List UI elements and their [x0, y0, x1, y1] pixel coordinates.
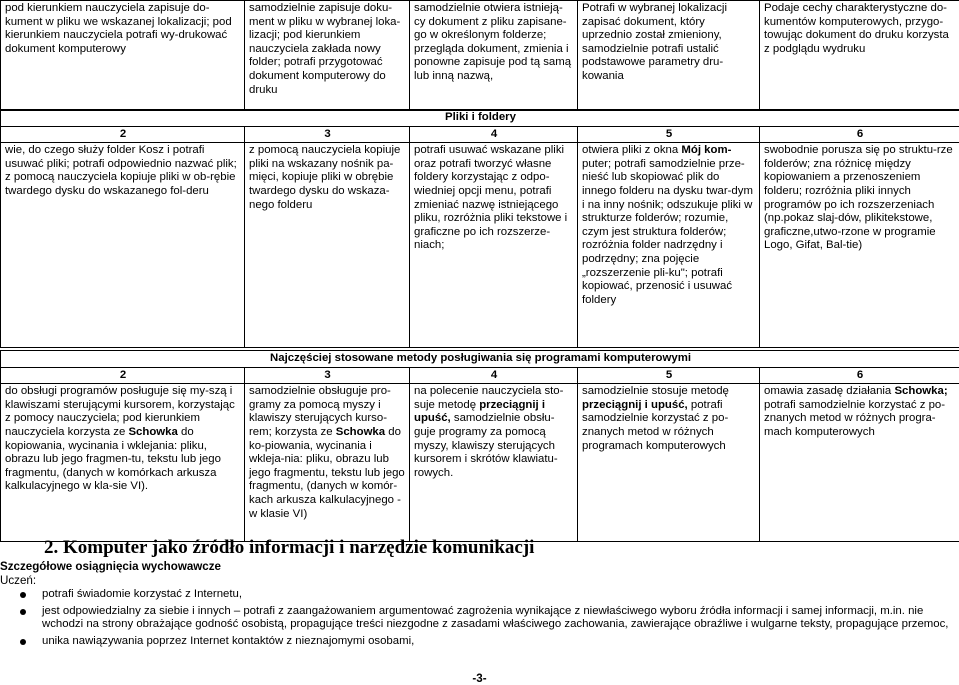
- methods-table: [0, 350, 959, 542]
- drag-drop-term: przeciągnij i upuść,: [582, 399, 688, 411]
- outcomes-list: [0, 588, 959, 651]
- page-number: -3-: [0, 672, 959, 685]
- methods-text: samodzielnie obsłu-guje programy za pomocą myszy, klawiszy sterujących kursorem i skrótów klawiatu-rowych.: [414, 412, 558, 478]
- grade-number: 4: [410, 367, 578, 384]
- subheading: Szczegółowe osiągnięcia wychowawcze: [0, 560, 221, 573]
- methods-text: samodzielnie stosuje metodę: [582, 385, 729, 397]
- list-item-text: jest odpowiedzialny za siebie i innych – potrafi z zaangażowaniem argumentować zagrożenia wynikające z niewłaściwego wyboru źródła informacji i samej informacji, m.in. nie wchodzi na strony obrażające godność osobistą, propagujące treści niezgodne z zasadami właściwego zachowania, zawierające obraźliwe i wulgarne teksty, propagujące przemoc,: [42, 605, 948, 631]
- grade-number: 3: [245, 126, 410, 143]
- methods-cell-grade-2: [1, 384, 245, 542]
- files-cell-grade-6: swobodnie porusza się po struktu-rze folderów; zna różnicę między kopiowaniem a przenoszeniem folderu; rozróżnia pliki innych programów po ich rozszerzeniach (np.pokaz slaj-dów, plikitekstowe, graficzne,utwo-rzone w programie Logo, Gifat, Bal-tie): [760, 143, 959, 348]
- methods-cell-grade-6: [760, 384, 959, 542]
- bullet-icon: [20, 639, 26, 645]
- methods-cell-grade-3: [245, 384, 410, 542]
- list-item: [0, 588, 959, 602]
- files-folders-table: [0, 109, 959, 348]
- section-title-files-folders: Pliki i foldery: [1, 110, 959, 127]
- grade-number: 4: [410, 126, 578, 143]
- bullet-icon: [20, 592, 26, 598]
- top-cell-grade-5: Potrafi w wybranej lokalizacji zapisać dokument, który uprzednio został zmieniony, samodzielnie potrafi ustalić podstawowe parametry dru-kowania: [578, 1, 760, 111]
- top-cell-grade-6: Podaje cechy charakterystyczne do-kumentów komputerowych, przygo-towując dokument do druku korzysta z podglądu wydruku: [760, 1, 959, 111]
- list-item-text: unika nawiązywania poprzez Internet kontaktów z nieznajomymi osobami,: [42, 635, 414, 647]
- top-table: [0, 0, 959, 111]
- clipboard-term: Schowka: [128, 426, 177, 438]
- grade-number: 5: [578, 367, 760, 384]
- methods-text: potrafi samodzielnie korzystać z po-znanych metod w różnych programach komputerowych: [582, 399, 728, 452]
- files-cell-grade-2-text: wie, do czego służy folder Kosz i potrafi usuwać pliki; potrafi odpowiednio nazwać plik; z pomocą nauczyciela kopiuje pliki w ob-rębie twardego dysku do wskazanego fol-deru: [5, 144, 237, 197]
- top-cell-grade-3: samodzielnie zapisuje doku-ment w pliku w wybranej loka-lizacji; pod kierunkiem nauczyciela zakłada nowy folder; potrafi przygotować dokument komputerowy do druku: [245, 1, 410, 111]
- methods-text: do kopiowania, wycinania i wklejania: pliku, obrazu lub jego fragmen-tu, tekstu lub jego fragmentu, (danych w komórkach arkusza kalkulacyjnego w kla-sie VI).: [5, 426, 221, 492]
- grade-number: 3: [245, 367, 410, 384]
- methods-cell-grade-5: [578, 384, 760, 542]
- drag-drop-term: przeciągnij i upuść,: [414, 399, 545, 425]
- list-item-text: potrafi świadomie korzystać z Internetu,: [42, 588, 242, 600]
- files-cell-grade-5-text: puter; potrafi samodzielnie prze-nieść lub skopiować plik do innego folderu na dysku twar-dym i na inny nośnik; odszukuje pliki w strukturze folderów; rozumie, czym jest struktura folderów; rozróżnia folder nadrzędny i podrzędny; zna pojęcie „rozszerzenie pli-ku"; potrafi kopiować, przenosić i usuwać foldery: [582, 158, 753, 306]
- clipboard-term: Schowka: [336, 426, 385, 438]
- grade-number: 2: [1, 367, 245, 384]
- files-cell-grade-4: potrafi usuwać wskazane pliki oraz potrafi tworzyć własne foldery korzystając z odpo-wiedniej opcji menu, potrafi zmieniać nazwę istniejącego pliku, rozróżnia pliki tekstowe i graficzne po ich rozszerze-niach;: [410, 143, 578, 348]
- clipboard-term: Schowka;: [894, 385, 947, 397]
- files-cell-grade-5: [578, 143, 760, 348]
- methods-cell-grade-4: [410, 384, 578, 542]
- files-cell-grade-2: [1, 143, 245, 348]
- section-title-methods: Najczęściej stosowane metody posługiwania się programami komputerowymi: [1, 351, 959, 368]
- methods-text: na polecenie nauczyciela sto-suje metodę: [414, 385, 563, 411]
- methods-text: do obsługi programów posługuje się my-szą i klawiszami sterującymi kursorem, korzystając z pomocy nauczyciela; pod kierunkiem nauczyciela korzysta ze: [5, 385, 235, 438]
- methods-text: potrafi samodzielnie korzystać z po-znanych metod w różnych progra-mach komputerowych: [764, 399, 945, 438]
- chapter-heading: 2. Komputer jako źródło informacji i narzędzie komunikacji: [44, 537, 534, 559]
- list-item: [0, 605, 959, 632]
- top-cell-grade-4: samodzielnie otwiera istnieją-cy dokument z pliku zapisane-go w określonym folderze; przegląda dokument, zmienia i ponowne zapisuje pod tą samą lub inną nazwą,: [410, 1, 578, 111]
- grade-number: 6: [760, 367, 959, 384]
- methods-text: do ko-piowania, wycinania i wkleja-nia: pliku, obrazu lub jego fragmentu, tekstu lub jego fragmentu, (danych w komór-kach arkusza kalkulacyjnego - w klasie VI): [249, 426, 405, 520]
- files-cell-grade-5-lead: otwiera pliki z okna: [582, 144, 681, 156]
- student-label: Uczeń:: [0, 574, 36, 587]
- grade-number: 5: [578, 126, 760, 143]
- grade-number: 2: [1, 126, 245, 143]
- my-computer-label: Mój kom-: [681, 144, 731, 156]
- methods-text: samodzielnie obsługuje pro-gramy za pomocą myszy i klawiszy sterujących kurso-rem; korzysta ze: [249, 385, 391, 438]
- top-cell-grade-2: pod kierunkiem nauczyciela zapisuje do-kument w pliku we wskazanej lokalizacji; pod kierunkiem nauczyciela potrafi wy-drukować dokument komputerowy: [1, 1, 245, 111]
- grade-number: 6: [760, 126, 959, 143]
- methods-text: omawia zasadę działania: [764, 385, 894, 397]
- list-item: [0, 635, 959, 649]
- files-cell-grade-3: z pomocą nauczyciela kopiuje pliki na wskazany nośnik pa-mięci, kopiuje pliki w obrębie twardego dysku do wskaza-nego folderu: [245, 143, 410, 348]
- bullet-icon: [20, 609, 26, 615]
